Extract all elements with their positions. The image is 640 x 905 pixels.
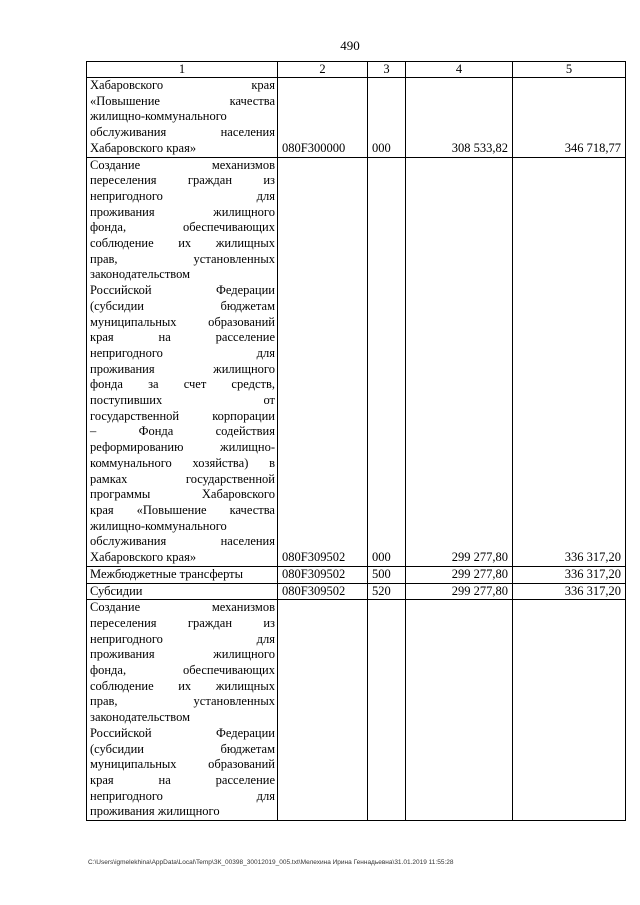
footer-file-path: C:\Users\igmelekhina\AppData\Local\Temp\ЗК_00398_30012019_005.txt\Мелехина Ирина Геннадьевна\31.01.2019 11:55:28 <box>88 859 454 866</box>
description-line: переселения граждан из <box>90 615 275 630</box>
description-line: непригодного для <box>90 345 275 360</box>
description-line: государственной корпорации <box>90 408 275 423</box>
amount-year1-cell: 299 277,80 <box>406 583 513 600</box>
description-line: соблюдение их жилищных <box>90 236 275 251</box>
description-line: законодательством <box>90 267 191 282</box>
amount-year1-cell: 308 533,82 <box>406 78 513 158</box>
table-row <box>87 566 626 583</box>
description-line: обслуживания населения <box>90 534 275 549</box>
amount-year1-cell: 299 277,80 <box>406 157 513 566</box>
header-cell: 5 <box>513 62 626 78</box>
description-line: Российской Федерации <box>90 725 275 740</box>
description-line: Создание механизмов <box>90 600 275 615</box>
description-line: Межбюджетные трансферты <box>90 566 244 581</box>
description-line: переселения граждан из <box>90 173 275 188</box>
description-line: края на расселение <box>90 330 275 345</box>
page-number: 490 <box>340 38 360 53</box>
amount-year1-cell <box>406 600 513 821</box>
description-line: жилищно-коммунального <box>90 109 227 124</box>
description-line: муниципальных образований <box>90 757 275 772</box>
description-line: программы Хабаровского <box>90 487 275 502</box>
description-line: поступивших от <box>90 393 275 408</box>
description-line: коммунального хозяйства) в <box>90 455 275 470</box>
expense-type-cell <box>368 600 406 821</box>
header-cell: 4 <box>406 62 513 78</box>
amount-year2-cell: 336 317,20 <box>513 583 626 600</box>
description-line: проживания жилищного <box>90 204 275 219</box>
header-cell: 1 <box>87 62 278 78</box>
description-line: края на расселение <box>90 772 275 787</box>
description-line: реформированию жилищно- <box>90 440 275 455</box>
header-cell: 2 <box>278 62 368 78</box>
description-cell <box>87 583 278 600</box>
amount-year1-cell: 299 277,80 <box>406 566 513 583</box>
target-code-cell: 080F309502 <box>278 566 368 583</box>
description-line: прав, установленных <box>90 694 275 709</box>
description-line: Создание механизмов <box>90 157 275 172</box>
description-line: непригодного для <box>90 631 275 646</box>
header-cell: 3 <box>368 62 406 78</box>
description-line: Субсидии <box>90 583 143 598</box>
description-cell <box>87 600 278 821</box>
table-header-row <box>87 62 626 78</box>
description-cell <box>87 78 278 158</box>
description-line: проживания жилищного <box>90 804 220 819</box>
description-line: непригодного для <box>90 188 275 203</box>
expense-type-cell: 000 <box>368 157 406 566</box>
description-line: соблюдение их жилищных <box>90 678 275 693</box>
description-cell <box>87 157 278 566</box>
description-line: (субсидии бюджетам <box>90 741 275 756</box>
target-code-cell: 080F300000 <box>278 78 368 158</box>
description-line: муниципальных образований <box>90 314 275 329</box>
description-line: фонда, обеспечивающих <box>90 220 275 235</box>
description-line: Хабаровского края <box>90 78 275 92</box>
description-line: «Повышение качества <box>90 93 275 108</box>
amount-year2-cell: 336 317,20 <box>513 157 626 566</box>
description-line: жилищно-коммунального <box>90 518 227 533</box>
description-line: фонда за счет средств, <box>90 377 275 392</box>
description-line: Хабаровского края» <box>90 140 197 155</box>
amount-year2-cell <box>513 600 626 821</box>
table-row <box>87 78 626 158</box>
target-code-cell: 080F309502 <box>278 157 368 566</box>
target-code-cell: 080F309502 <box>278 583 368 600</box>
description-line: прав, установленных <box>90 251 275 266</box>
budget-table <box>86 61 626 821</box>
amount-year2-cell: 346 718,77 <box>513 78 626 158</box>
description-line: проживания жилищного <box>90 647 275 662</box>
table-row <box>87 583 626 600</box>
table-row <box>87 600 626 821</box>
target-code-cell <box>278 600 368 821</box>
description-line: обслуживания населения <box>90 125 275 140</box>
expense-type-cell: 520 <box>368 583 406 600</box>
description-line: – Фонда содействия <box>90 424 275 439</box>
expense-type-cell: 500 <box>368 566 406 583</box>
description-line: проживания жилищного <box>90 361 275 376</box>
description-line: непригодного для <box>90 788 275 803</box>
description-line: (субсидии бюджетам <box>90 298 275 313</box>
description-cell <box>87 566 278 583</box>
expense-type-cell: 000 <box>368 78 406 158</box>
description-line: края «Повышение качества <box>90 502 275 517</box>
description-line: Российской Федерации <box>90 283 275 298</box>
description-line: законодательством <box>90 710 191 725</box>
description-line: Хабаровского края» <box>90 550 197 565</box>
description-line: фонда, обеспечивающих <box>90 663 275 678</box>
table-row <box>87 157 626 566</box>
description-line: рамках государственной <box>90 471 275 486</box>
amount-year2-cell: 336 317,20 <box>513 566 626 583</box>
